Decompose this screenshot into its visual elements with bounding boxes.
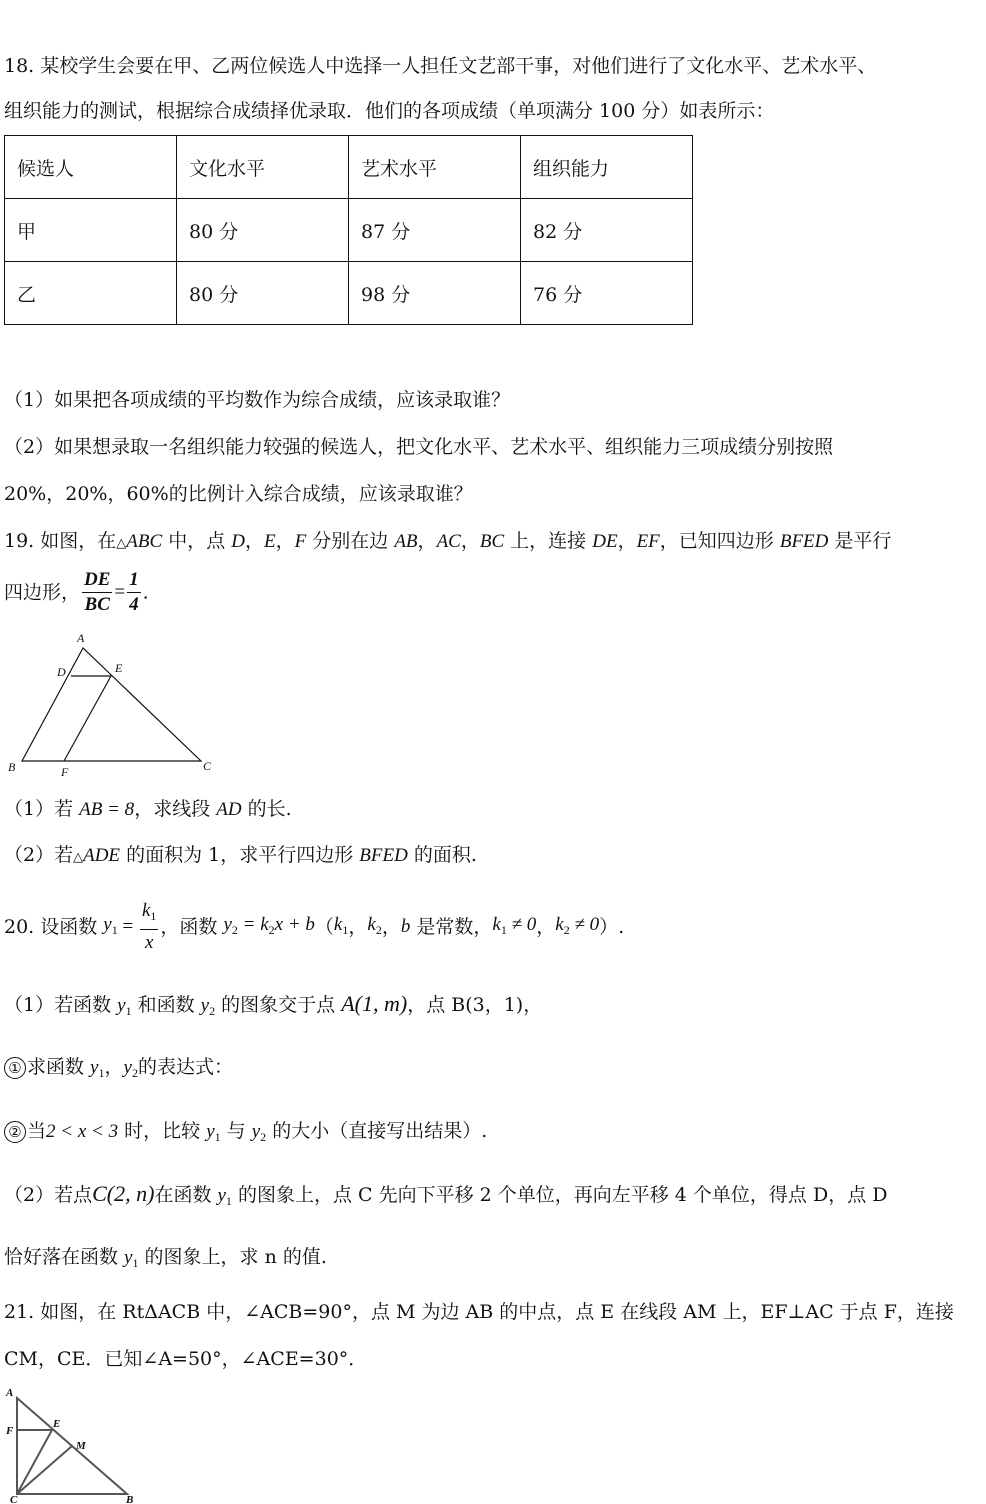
math-k2-neq xyxy=(555,914,599,935)
q19-triangle-figure xyxy=(0,628,230,788)
subscript: 2 xyxy=(375,922,382,937)
q20-subpart2 xyxy=(4,1117,487,1151)
q20-subpart1 xyxy=(4,1053,233,1087)
q18-part1: （1）如果把各项成绩的平均数作为综合成绩，应该录取谁？ xyxy=(4,389,511,411)
q19-line2 xyxy=(4,568,149,617)
q18-part2-line1: （2）如果想录取一名组织能力较强的候选人，把文化水平、艺术水平、组织能力三项成绩分别按照 xyxy=(4,436,834,458)
fraction-denominator: BC xyxy=(84,594,110,615)
table-cell: 甲 xyxy=(5,199,177,262)
text: ，函数 xyxy=(160,916,224,938)
math-k1-neq xyxy=(492,914,536,935)
math-var: ADE xyxy=(83,845,121,866)
math-y1 xyxy=(90,1057,104,1078)
table-header-cell: 组织能力 xyxy=(521,136,693,199)
table-row xyxy=(5,262,693,325)
q20-part2-line1 xyxy=(4,1180,887,1215)
math-k2 xyxy=(367,914,381,935)
text: （1）若 xyxy=(4,798,80,820)
math-y1 xyxy=(217,1185,231,1206)
table-cell: 87 分 xyxy=(349,199,521,262)
subscript: 1 xyxy=(132,1256,139,1270)
math-var: k xyxy=(367,913,376,935)
label-f: F xyxy=(61,765,69,779)
subscript: 1 xyxy=(125,1004,132,1018)
text: ， xyxy=(417,530,437,552)
text: ，求线段 xyxy=(134,798,217,820)
label-c: C xyxy=(10,1494,18,1504)
text: （2）若 xyxy=(4,844,74,866)
equals-sign: = xyxy=(114,581,126,603)
fraction-k1-x xyxy=(140,898,158,956)
text: 是平行 xyxy=(828,530,892,552)
table-cell: 80 分 xyxy=(177,199,349,262)
math-expr: ≠ 0 xyxy=(569,913,600,935)
table-cell: 80 分 xyxy=(177,262,349,325)
subscript: 1 xyxy=(225,1194,232,1208)
label-b: B xyxy=(8,760,16,774)
math-y1 xyxy=(206,1121,220,1142)
q19-part1 xyxy=(4,795,292,824)
text: 是常数， xyxy=(410,916,493,938)
math-var: EF xyxy=(636,531,660,552)
math-y2-expr xyxy=(223,914,314,935)
math-var: k xyxy=(492,913,501,935)
math-y1 xyxy=(124,1247,138,1268)
subscript: 2 xyxy=(231,922,238,937)
text: 19. 如图，在 xyxy=(4,530,117,552)
q21-line2: CM，CE．已知∠A=50°，∠ACE=30°． xyxy=(4,1348,368,1370)
equals-sign: = xyxy=(237,913,261,935)
label-d: D xyxy=(57,665,66,679)
segment-cm xyxy=(17,1446,72,1494)
equals-sign: = xyxy=(117,916,138,937)
table-cell: 82 分 xyxy=(521,199,693,262)
label-c: C xyxy=(203,759,212,773)
math-var: y xyxy=(103,913,112,935)
q19-line1 xyxy=(4,527,891,558)
fraction-denominator: x xyxy=(144,932,154,953)
text: 上，连接 xyxy=(504,530,593,552)
text: 的图象上，求 n 的值. xyxy=(138,1246,327,1268)
math-y2 xyxy=(201,995,215,1016)
subscript: 1 xyxy=(342,922,349,937)
q18-part2-line2: 20%，20%，60%的比例计入综合成绩，应该录取谁？ xyxy=(4,483,473,505)
math-var: k xyxy=(260,913,269,935)
q18-line1: 18. 某校学生会要在甲、乙两位候选人中选择一人担任文艺部干事，对他们进行了文化水平、艺术水平、 xyxy=(4,55,877,77)
text: ， xyxy=(244,530,264,552)
table-header-cell: 文化水平 xyxy=(177,136,349,199)
math-expr: ≠ 0 xyxy=(506,913,537,935)
q20-part1 xyxy=(4,990,542,1025)
math-var: k xyxy=(333,913,343,935)
fraction-numerator: 1 xyxy=(127,568,141,593)
math-y1 xyxy=(117,995,131,1016)
label-b: B xyxy=(126,1494,134,1504)
fraction-numerator xyxy=(140,898,158,930)
label-m: M xyxy=(76,1440,86,1452)
math-var: k xyxy=(555,913,564,935)
text: 的大小（直接写出结果）. xyxy=(266,1120,488,1142)
text: . xyxy=(142,581,149,604)
math-var: BC xyxy=(479,531,505,552)
text: 时，比较 xyxy=(118,1120,207,1142)
math-var: BFED xyxy=(359,845,408,866)
math-var: F xyxy=(294,531,307,552)
math-var: y xyxy=(200,995,210,1016)
triangle-symbol: △ xyxy=(73,850,84,865)
math-var: ABC xyxy=(126,531,163,552)
triangle-abc xyxy=(22,648,201,761)
text: 的表达式： xyxy=(137,1056,233,1078)
math-var: AD xyxy=(216,799,242,820)
text: ，已知四边形 xyxy=(659,530,780,552)
math-var: AC xyxy=(436,531,461,552)
text: 求函数 xyxy=(27,1056,91,1078)
subscript: 1 xyxy=(214,1130,221,1144)
table-header-cell: 艺术水平 xyxy=(349,136,521,199)
table-cell: 乙 xyxy=(5,262,177,325)
fraction-denominator: 4 xyxy=(129,594,139,615)
table-cell: 98 分 xyxy=(349,262,521,325)
text: 在函数 xyxy=(154,1184,218,1206)
circled-two-marker: ② xyxy=(4,1121,26,1143)
segment-ce xyxy=(17,1430,52,1494)
text: ， xyxy=(275,530,295,552)
text: 和函数 xyxy=(131,994,201,1016)
math-var: A xyxy=(341,991,355,1016)
math-var: y xyxy=(123,1057,132,1078)
segment-ef xyxy=(64,676,111,761)
q20-part2-line2 xyxy=(4,1243,327,1277)
table-header-cell: 候选人 xyxy=(5,136,177,199)
subscript: 1 xyxy=(98,1066,105,1080)
math-var: C xyxy=(92,1181,107,1206)
text: 的面积. xyxy=(407,844,477,866)
text: （1）若函数 xyxy=(4,994,118,1016)
label-a: A xyxy=(77,631,85,645)
circled-one-marker: ① xyxy=(4,1057,26,1079)
text: （ xyxy=(314,916,334,938)
text: 分别在边 xyxy=(306,530,395,552)
fraction-numerator: DE xyxy=(82,568,112,593)
text: 20. 设函数 xyxy=(4,916,104,938)
math-k1 xyxy=(334,914,348,935)
label-e: E xyxy=(53,1418,61,1430)
text: ， xyxy=(460,530,480,552)
scores-table xyxy=(4,135,693,325)
text: 四边形， xyxy=(4,581,81,604)
text: ， xyxy=(381,916,401,938)
subscript: 1 xyxy=(150,909,157,923)
subscript: 2 xyxy=(209,1004,216,1018)
text: 的图象交于点 xyxy=(215,994,342,1016)
math-var: y xyxy=(117,995,126,1016)
text: ， xyxy=(104,1056,124,1078)
math-var: DE xyxy=(592,531,618,552)
text: 的图象上，点 C 先向下平移 2 个单位，再向左平移 4 个单位，得点 D，点 D xyxy=(231,1184,888,1206)
q20-line1 xyxy=(4,898,624,956)
math-y2 xyxy=(124,1057,138,1078)
math-var: AB xyxy=(394,531,418,552)
table-row xyxy=(5,199,693,262)
q21-line1: 21. 如图，在 RtΔACB 中，∠ACB=90°，点 M 为边 AB 的中点，点 E 在线段 AM 上，EF⊥AC 于点 F，连接 xyxy=(4,1301,954,1323)
text: ， xyxy=(536,916,556,938)
text: 的长. xyxy=(241,798,292,820)
math-var: y xyxy=(90,1057,99,1078)
math-var: y xyxy=(251,1121,261,1142)
text: 与 xyxy=(220,1120,252,1142)
math-var: BFED xyxy=(779,531,829,552)
text: ， xyxy=(348,916,368,938)
q19-part2 xyxy=(4,841,477,872)
table-header-row xyxy=(5,136,693,199)
math-coords: (1, m) xyxy=(354,991,408,1016)
fraction-de-bc xyxy=(82,568,112,617)
label-f: F xyxy=(6,1425,14,1437)
math-var: k xyxy=(141,900,151,921)
q18-line2: 组织能力的测试，根据综合成绩择优录取．他们的各项成绩（单项满分 100 分）如表所示： xyxy=(4,100,775,122)
text: （2）若点 xyxy=(4,1184,93,1206)
math-expr: AB = 8 xyxy=(79,799,135,820)
text: 恰好落在函数 xyxy=(4,1246,125,1268)
text: ， xyxy=(617,530,637,552)
math-var: E xyxy=(264,531,276,552)
math-expr: + b xyxy=(283,913,315,935)
math-var: y xyxy=(206,1121,215,1142)
subscript: 2 xyxy=(268,922,275,937)
triangle-symbol: △ xyxy=(116,536,127,551)
math-coords: (2, n) xyxy=(106,1181,155,1206)
math-var: x xyxy=(274,913,284,935)
text: 的面积为 1，求平行四边形 xyxy=(120,844,360,866)
subscript: 2 xyxy=(563,922,570,937)
subscript: 1 xyxy=(500,922,507,937)
math-y1 xyxy=(103,914,117,935)
math-var: D xyxy=(231,531,245,552)
text: 中，点 xyxy=(162,530,232,552)
math-expr: 2 < x < 3 xyxy=(46,1121,119,1142)
math-var: y xyxy=(217,1185,226,1206)
math-var: y xyxy=(223,913,232,935)
math-var: b xyxy=(400,916,411,937)
math-var: y xyxy=(124,1247,133,1268)
text: ，点 B(3，1)， xyxy=(407,994,543,1016)
math-y2 xyxy=(252,1121,266,1142)
subscript: 2 xyxy=(131,1066,138,1080)
text: ）. xyxy=(599,916,625,938)
text: 当 xyxy=(27,1120,47,1142)
fraction-one-quarter xyxy=(127,568,141,617)
q21-triangle-figure xyxy=(0,1386,150,1504)
label-a: A xyxy=(6,1387,14,1399)
table-cell: 76 分 xyxy=(521,262,693,325)
subscript: 1 xyxy=(111,922,118,937)
label-e: E xyxy=(115,661,123,675)
subscript: 2 xyxy=(260,1130,267,1144)
